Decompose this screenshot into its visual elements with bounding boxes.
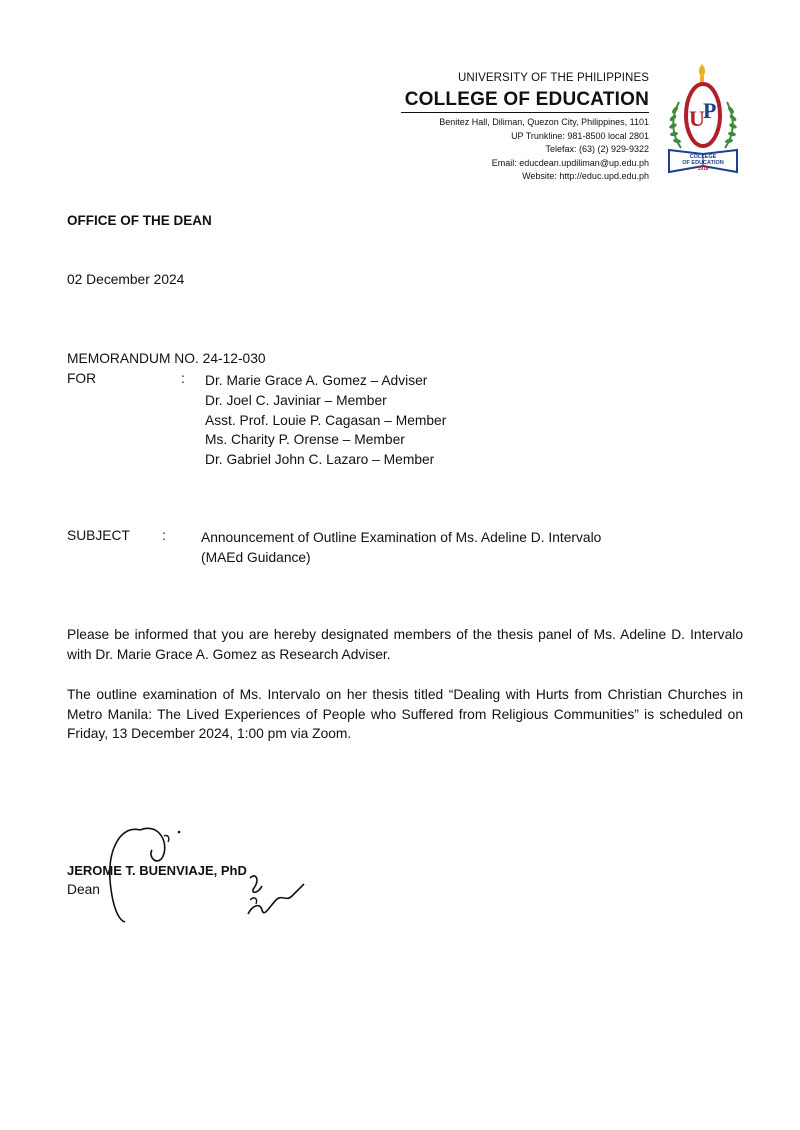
subject-label: SUBJECT	[67, 528, 130, 543]
recipient-item: Asst. Prof. Louie P. Cagasan – Member	[205, 412, 447, 428]
svg-text:P: P	[703, 98, 717, 123]
memo-number: MEMORANDUM NO. 24-12-030	[67, 351, 266, 366]
trunkline-line: UP Trunkline: 981-8500 local 2801	[511, 130, 649, 141]
svg-text:U: U	[689, 106, 705, 131]
recipient-list	[205, 371, 446, 470]
website-line: Website: http://educ.upd.edu.ph	[522, 171, 649, 182]
college-name: COLLEGE OF EDUCATION	[404, 89, 649, 110]
address-line: Benitez Hall, Diliman, Quezon City, Philippines, 1101	[439, 117, 649, 127]
for-colon: :	[181, 371, 185, 386]
university-name: UNIVERSITY OF THE PHILIPPINES	[458, 72, 649, 84]
up-college-logo	[661, 62, 747, 180]
contact-info	[439, 116, 649, 184]
subject-text	[201, 528, 601, 568]
logo-banner-line1: COLLEGE	[689, 154, 717, 160]
email-line: Email: educdean.updiliman@up.edu.ph	[491, 157, 649, 168]
subject-line-2: (MAEd Guidance)	[201, 549, 311, 565]
recipient-item: Dr. Joel C. Javiniar – Member	[205, 392, 387, 408]
for-label: FOR	[67, 371, 97, 386]
recipient-item: Ms. Charity P. Orense – Member	[205, 432, 405, 448]
telefax-line: Telefax: (63) (2) 929-9322	[545, 144, 649, 155]
logo-year: 1918	[697, 166, 709, 172]
signatory-title: Dean	[67, 882, 100, 897]
subject-line-1: Announcement of Outline Examination of Ms. Adeline D. Intervalo	[201, 530, 602, 545]
recipient-item: Dr. Marie Grace A. Gomez – Adviser	[205, 373, 428, 388]
body-paragraph-1: Please be informed that you are hereby designated members of the thesis panel of Ms. Adeline D. Intervalo with Dr. Marie Grace A. Gomez as Research Adviser.	[67, 627, 743, 662]
subject-colon: :	[162, 528, 166, 543]
letterhead-rule	[401, 112, 649, 113]
office-heading: OFFICE OF THE DEAN	[67, 213, 212, 228]
memo-date: 02 December 2024	[67, 272, 185, 287]
recipient-item: Dr. Gabriel John C. Lazaro – Member	[205, 452, 435, 468]
logo-banner-line2: OF EDUCATION	[682, 160, 724, 166]
body-paragraph-2: The outline examination of Ms. Intervalo on her thesis titled “Dealing with Hurts from Christian Churches in Metro Manila: The Lived Experiences of People who Suffered from Religious Communities” is scheduled on Friday, 13 December 2024, 1:00 pm via Zoom.	[67, 687, 743, 742]
signatory-name: JEROME T. BUENVIAJE, PhD	[67, 863, 247, 878]
